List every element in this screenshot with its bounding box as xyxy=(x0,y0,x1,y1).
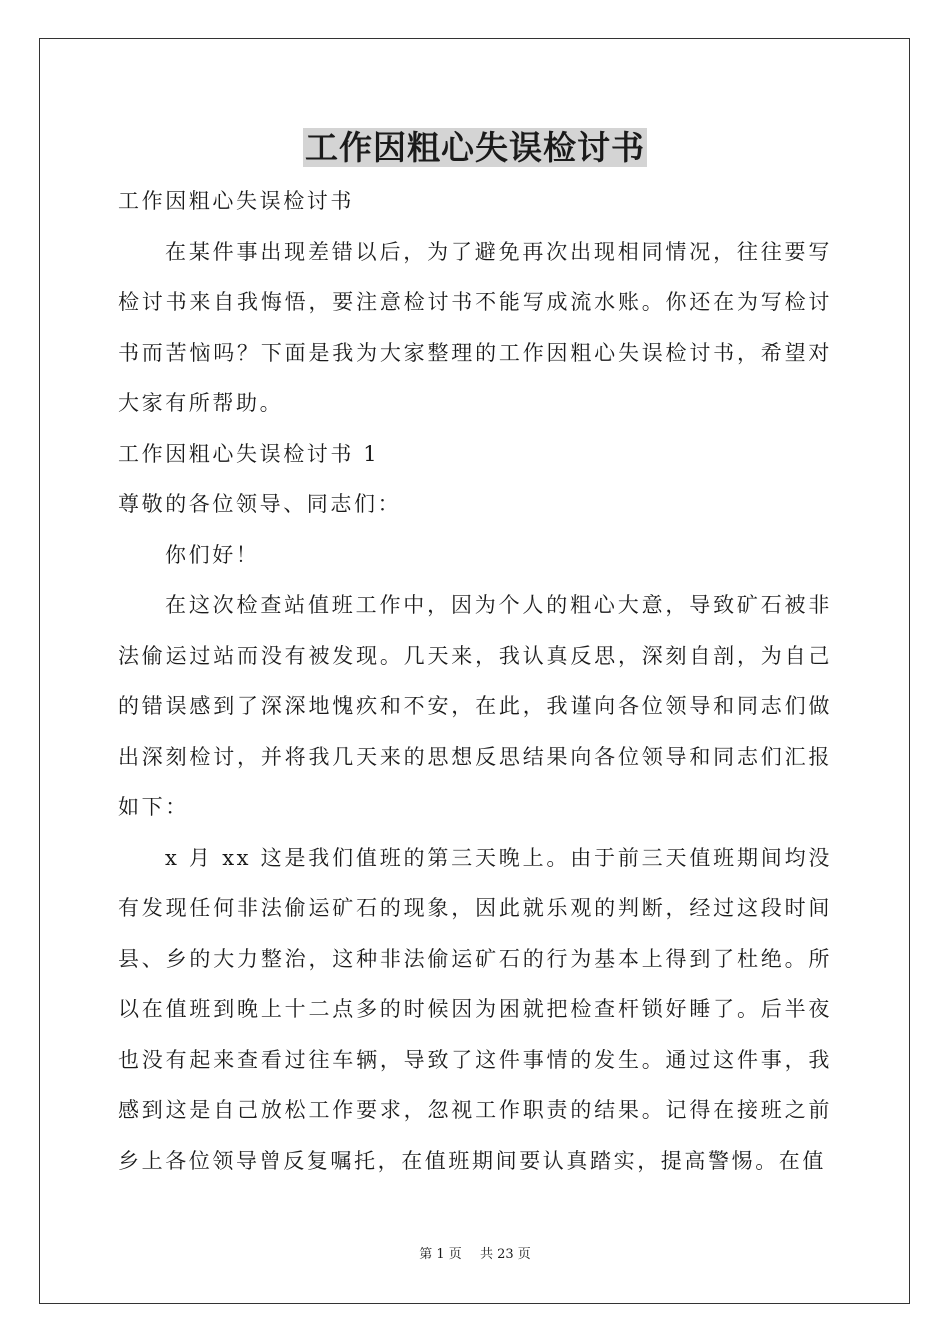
document-title xyxy=(0,128,950,168)
document-title-text: 工作因粗心失误检讨书 xyxy=(305,128,645,167)
paragraph-subtitle: 工作因粗心失误检讨书 xyxy=(118,189,354,213)
document-body xyxy=(118,176,832,1186)
paragraph-section-heading: 工作因粗心失误检讨书 1 xyxy=(118,441,380,466)
paragraph-body-1: 在这次检查站值班工作中，因为个人的粗心大意，导致矿石被非法偷运过站而没有被发现。几天来，我认真反思，深刻自剖，为自己的错误感到了深深地愧疚和不安，在此，我谨向各位领导和同志们做出深刻检讨，并将我几天来的思想反思结果向各位领导和同志们汇报如下： xyxy=(118,593,832,819)
page-number: 第 1 页 xyxy=(419,1247,462,1262)
paragraph-body-2: x 月 xx 这是我们值班的第三天晚上。由于前三天值班期间均没有发现任何非法偷运矿石的现象，因此就乐观的判断，经过这段时间县、乡的大力整治，这种非法偷运矿石的行为基本上得到了杜绝。所以在值班到晚上十二点多的时候因为困就把检查杆锁好睡了。后半夜也没有起来查看过往车辆，导致了这件事情的发生。通过这件事，我感到这是自己放松工作要求，忽视工作职责的结果。记得在接班之前乡上各位领导曾反复嘱托，在值班期间要认真踏实，提高警惕。在值 xyxy=(118,845,832,1173)
paragraph-intro: 在某件事出现差错以后，为了避免再次出现相同情况，往往要写检讨书来自我悔悟，要注意检讨书不能写成流水账。你还在为写检讨书而苦恼吗？下面是我为大家整理的工作因粗心失误检讨书，希望对大家有所帮助。 xyxy=(118,239,832,415)
paragraph-greeting: 你们好！ xyxy=(165,542,260,567)
page-footer xyxy=(0,1246,950,1264)
page-total: 共 23 页 xyxy=(479,1247,531,1262)
paragraph-salutation: 尊敬的各位领导、同志们： xyxy=(118,492,402,516)
